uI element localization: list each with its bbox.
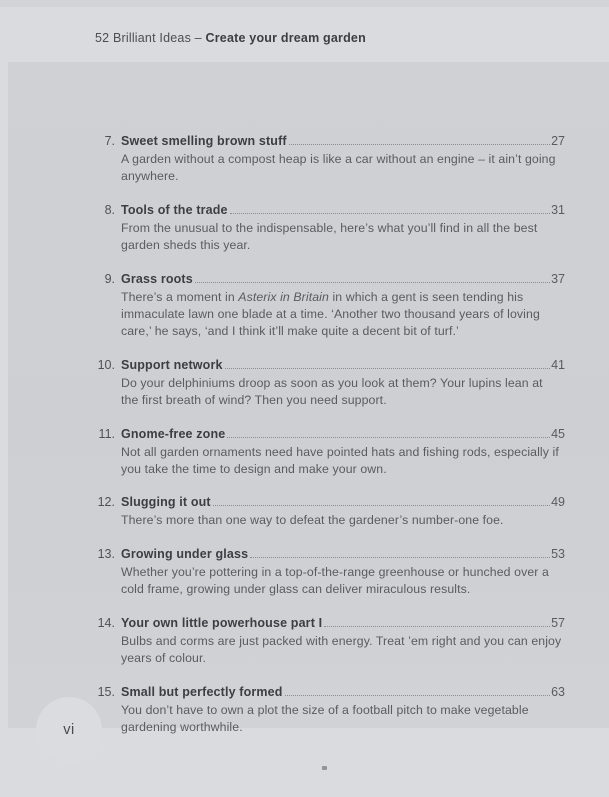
- dotted-leader: [289, 139, 550, 145]
- description-text: You don’t have to own a plot the size of a football pitch to make vegetable gardening worthwhile.: [121, 702, 529, 734]
- toc-entry-heading: [95, 493, 565, 511]
- description-text: From the unusual to the indispensable, here’s what you’ll find in all the best garden sheds this year.: [121, 220, 538, 253]
- dotted-leader: [213, 500, 550, 506]
- toc-entry: [95, 614, 565, 668]
- toc-entry: [95, 425, 565, 479]
- entry-number: 12.: [97, 495, 115, 510]
- book-title: Create your dream garden: [205, 31, 366, 45]
- entry-title: Tools of the trade: [121, 202, 228, 217]
- entry-page-number: 41: [551, 357, 565, 372]
- entry-title: Your own little powerhouse part I: [121, 615, 323, 630]
- toc-entry-heading: [95, 683, 565, 701]
- dotted-leader: [285, 690, 551, 696]
- entry-page-number: 27: [551, 134, 565, 148]
- entry-number: 13.: [97, 546, 115, 561]
- toc-entry: [95, 683, 565, 737]
- entry-title: Support network: [121, 357, 223, 372]
- entry-number: 14.: [97, 615, 115, 630]
- scan-speck: [322, 766, 327, 770]
- description-text: A garden without a compost heap is like a car without an engine – it ain’t going anywhere.: [121, 152, 556, 184]
- toc-entry: [95, 270, 565, 341]
- entry-number: 8.: [104, 202, 115, 217]
- scan-edge-shadow: [0, 0, 609, 7]
- description-text: Not all garden ornaments need have pointed hats and fishing rods, especially if you take the time to design and make your own.: [121, 444, 559, 477]
- entry-description: [121, 512, 563, 529]
- toc-entry-heading: [95, 425, 565, 443]
- entry-description: [121, 151, 563, 186]
- toc-entry-heading: [95, 545, 565, 563]
- entry-number: 15.: [97, 684, 115, 699]
- toc-entry: [95, 545, 565, 599]
- entry-number: 9.: [104, 271, 115, 286]
- entry-page-number: 63: [551, 684, 565, 699]
- entry-description: [121, 702, 563, 737]
- dotted-leader: [324, 621, 550, 627]
- entry-title: Gnome-free zone: [121, 426, 226, 441]
- entry-description: [121, 633, 563, 668]
- toc-entry-heading: [95, 132, 565, 150]
- toc-entry-heading: [95, 270, 565, 288]
- dotted-leader: [227, 432, 550, 438]
- description-text: Asterix in Britain: [238, 289, 329, 304]
- description-text: in which a gent is seen tending his immaculate lawn one blade at a time. ‘Another two thousand years of loving care,’ he says, ‘and I think it’ll make quite a decent bit of turf.’: [121, 289, 540, 339]
- toc-entry-heading: [95, 201, 565, 219]
- toc-entry: [95, 493, 565, 529]
- description-text: Do your delphiniums droop as soon as you look at them? Your lupins lean at the first breath of wind? Then you need support.: [121, 375, 543, 408]
- entry-title: Small but perfectly formed: [121, 684, 283, 699]
- description-text: There’s a moment in: [121, 289, 239, 304]
- toc-entry-heading: [95, 614, 565, 632]
- entry-page-number: 57: [551, 615, 565, 630]
- toc-entry-heading: [95, 356, 565, 374]
- series-title: 52 Brilliant Ideas –: [95, 31, 206, 45]
- toc-entry: [95, 201, 565, 255]
- dotted-leader: [250, 552, 550, 558]
- folio-page-number: vi: [63, 722, 75, 738]
- entry-title: Sweet smelling brown stuff: [121, 134, 287, 148]
- entry-title: Growing under glass: [121, 546, 249, 561]
- running-header: [95, 31, 366, 45]
- entry-title: Grass roots: [121, 271, 193, 286]
- toc-entry: [95, 356, 565, 410]
- table-of-contents: [95, 132, 565, 751]
- dotted-leader: [230, 208, 550, 214]
- entry-description: [121, 220, 563, 255]
- entry-number: 7.: [104, 134, 115, 148]
- entry-description: [121, 375, 563, 410]
- dotted-leader: [225, 363, 551, 369]
- entry-page-number: 45: [551, 426, 565, 441]
- entry-number: 11.: [98, 426, 115, 441]
- toc-entry: [95, 132, 565, 186]
- page-number-badge: [36, 697, 102, 763]
- description-text: There’s more than one way to defeat the gardener’s number-one foe.: [121, 513, 504, 528]
- description-text: Whether you’re pottering in a top-of-the-range greenhouse or hunched over a cold frame, growing under glass can deliver miraculous results.: [121, 564, 549, 597]
- dotted-leader: [195, 277, 550, 283]
- entry-number: 10.: [97, 357, 115, 372]
- entry-page-number: 53: [551, 546, 565, 561]
- entry-page-number: 37: [551, 271, 565, 286]
- entry-page-number: 31: [551, 202, 565, 217]
- entry-title: Slugging it out: [121, 495, 211, 510]
- entry-description: [121, 289, 563, 341]
- entry-description: [121, 564, 563, 599]
- entry-description: [121, 444, 563, 479]
- description-text: Bulbs and corms are just packed with energy. Treat ’em right and you can enjoy years of colour.: [121, 633, 562, 666]
- entry-page-number: 49: [551, 495, 565, 510]
